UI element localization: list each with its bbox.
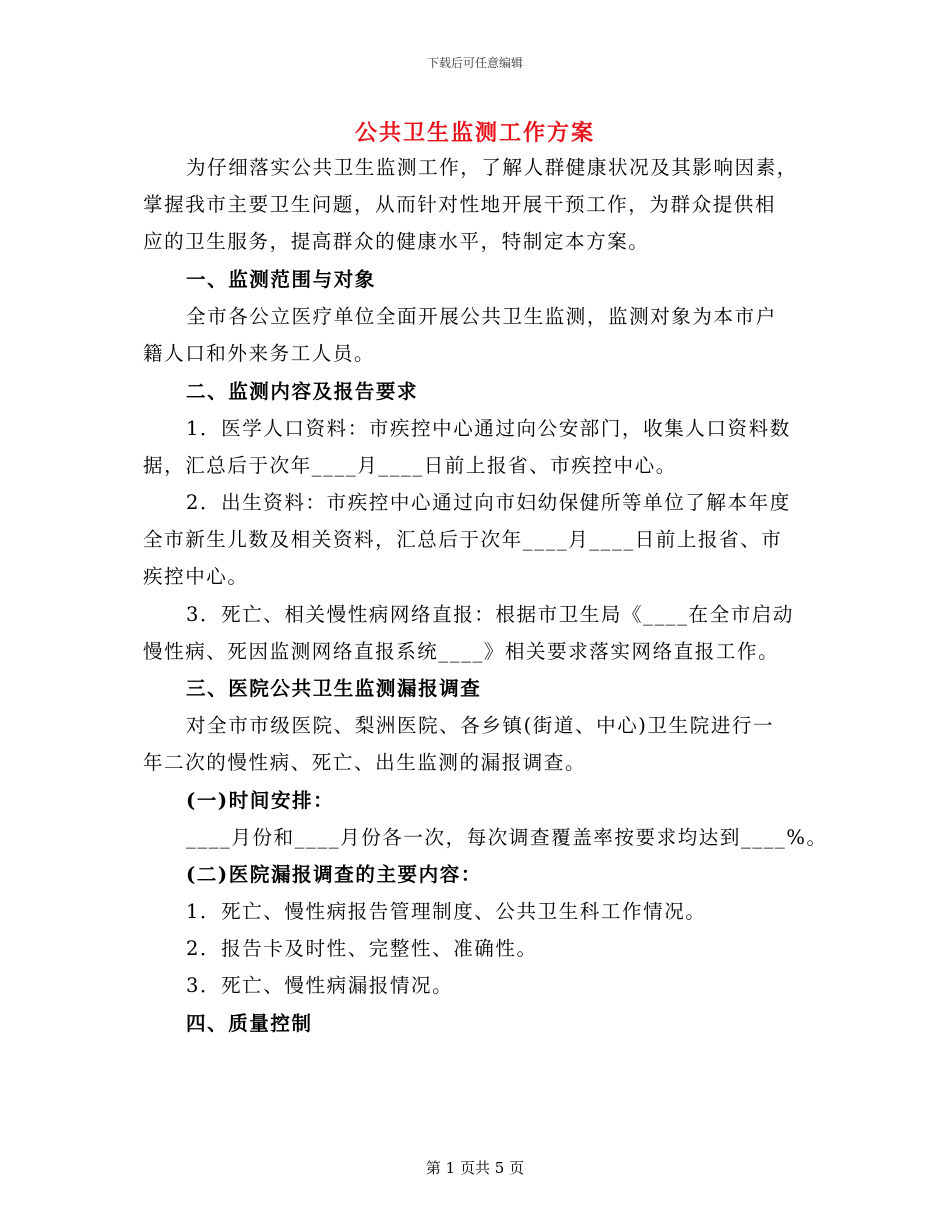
section2-item2-line-2: 全市新生儿数及相关资料，汇总后于次年____月____日前上报省、市 <box>143 528 783 551</box>
header-note: 下载后可任意编辑 <box>426 56 523 70</box>
section2-item2-line-1: 2．出生资料：市疾控中心通过向市妇幼保健所等单位了解本年度 <box>186 491 791 514</box>
section3-line-2: 年二次的慢性病、死亡、出生监测的漏报调查。 <box>143 751 587 774</box>
section-heading-2: 二、监测内容及报告要求 <box>186 380 419 403</box>
subsection-heading-1: (一)时间安排： <box>186 789 335 812</box>
section3-line-1: 对全市市级医院、梨洲医院、各乡镇(街道、中心)卫生院进行一 <box>186 714 775 737</box>
section-heading-1: 一、监测范围与对象 <box>186 268 376 291</box>
section2-item3-line-1: 3．死亡、相关慢性病网络直报：根据市卫生局《____在全市启动 <box>186 603 795 626</box>
section2-item3-line-2: 慢性病、死因监测网络直报系统____》相关要求落实网络直报工作。 <box>143 640 780 663</box>
survey-item-1: 1．死亡、慢性病报告管理制度、公共卫生科工作情况。 <box>186 900 707 923</box>
intro-line-2: 掌握我市主要卫生问题，从而针对性地开展干预工作，为群众提供相 <box>143 193 777 216</box>
section2-item1-line-2: 据，汇总后于次年____月____日前上报省、市疾控中心。 <box>143 454 677 477</box>
intro-line-1: 为仔细落实公共卫生监测工作，了解人群健康状况及其影响因素， <box>186 156 798 179</box>
page-footer: 第 1 页共 5 页 <box>425 1159 525 1177</box>
schedule-line: ____月份和____月份各一次，每次调查覆盖率按要求均达到____%。 <box>186 826 828 849</box>
section-heading-4: 四、质量控制 <box>186 1012 313 1035</box>
section1-line-2: 籍人口和外来务工人员。 <box>143 342 376 365</box>
survey-item-2: 2．报告卡及时性、完整性、准确性。 <box>186 937 538 960</box>
section-heading-3: 三、医院公共卫生监测漏报调查 <box>186 677 482 700</box>
subsection-heading-2: (二)医院漏报调查的主要内容： <box>186 863 482 886</box>
section2-item1-line-1: 1．医学人口资料：市疾控中心通过向公安部门，收集人口资料数 <box>186 417 791 440</box>
section2-item2-line-3: 疾控中心。 <box>143 565 249 588</box>
intro-line-3: 应的卫生服务，提高群众的健康水平，特制定本方案。 <box>143 230 650 253</box>
page-title: 公共卫生监测工作方案 <box>354 120 595 146</box>
survey-item-3: 3．死亡、慢性病漏报情况。 <box>186 974 454 997</box>
section1-line-1: 全市各公立医疗单位全面开展公共卫生监测，监测对象为本市户 <box>186 305 777 328</box>
